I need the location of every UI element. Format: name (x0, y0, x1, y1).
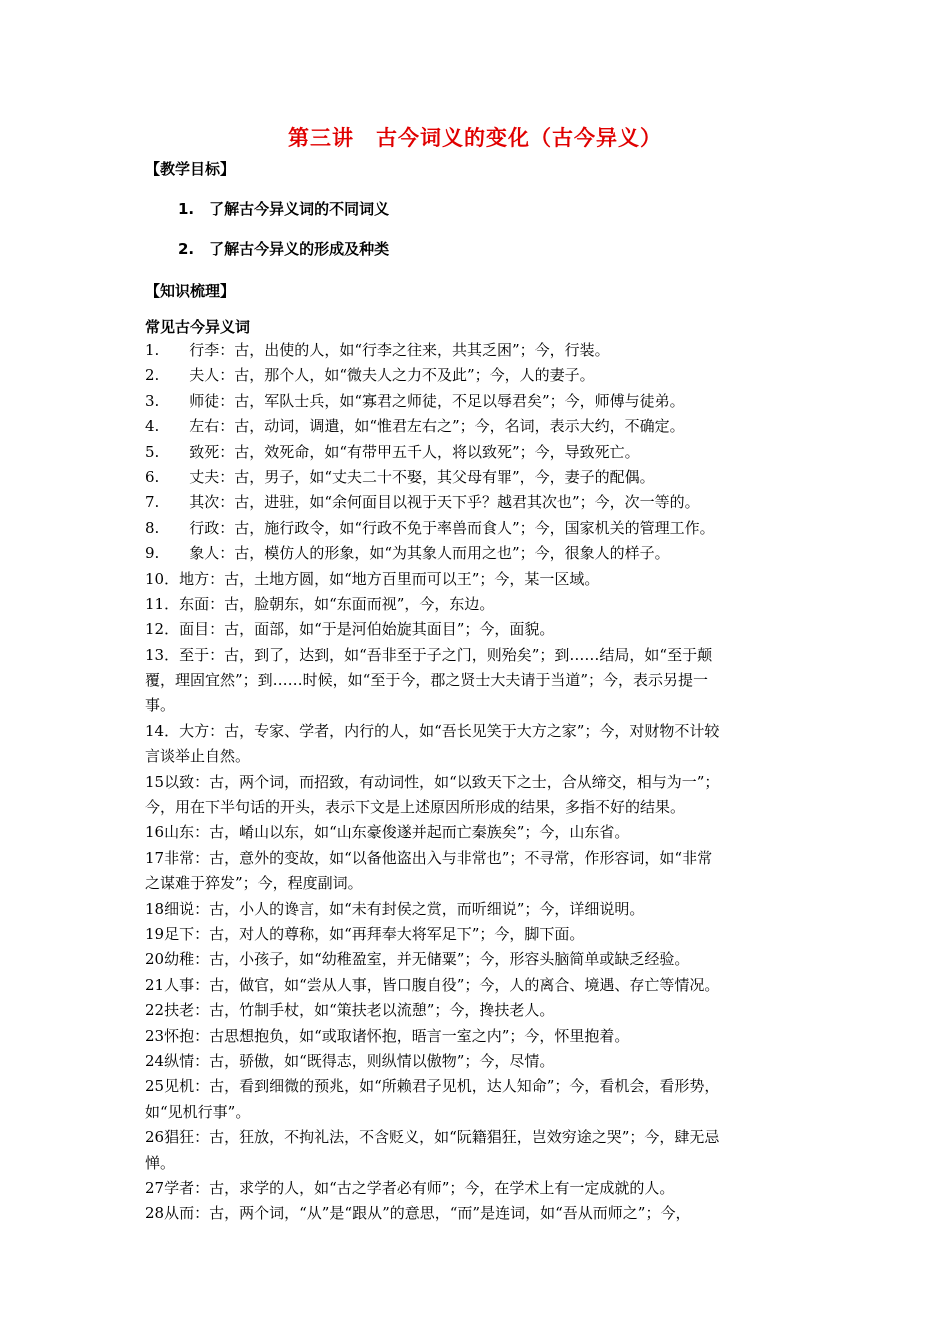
list-line: 24纵情：古，骄傲，如“既得志，则纵情以傲物”；今，尽情。 (145, 1051, 555, 1070)
list-line: 8. 行政：古，施行政令，如“行政不免于率兽而食人”；今，国家机关的管理工作。 (145, 518, 715, 537)
list-line: 言谈举止自然。 (145, 747, 251, 766)
list-line: 19足下：古，对人的尊称，如“再拜奉大将军足下”；今，脚下面。 (145, 924, 585, 943)
list-line: 10．地方：古，土地方圆，如“地方百里而可以王”；今，某一区域。 (145, 569, 600, 588)
list-line: 如“见机行事”。 (145, 1102, 251, 1121)
list-line: 今，用在下半句话的开头，表示下文是上述原因所形成的结果，多指不好的结果。 (145, 798, 686, 817)
list-line: 1. 行李：古，出使的人，如“行李之往来，共其乏困”；今，行装。 (145, 341, 610, 359)
list-line: 6. 丈夫：古，男子，如“丈夫二十不娶，其父母有罪”，今，妻子的配偶。 (145, 467, 655, 486)
list-line: 之谋难于猝发”；今，程度副词。 (145, 874, 363, 893)
subheading: 常见古今异义词 (145, 318, 251, 336)
word-list (145, 338, 810, 1227)
list-line: 惮。 (145, 1153, 176, 1172)
list-line: 4. 左右：古，动词，调遣，如“惟君左右之”；今，名词，表示大约，不确定。 (145, 417, 685, 436)
page-title: 第三讲 古今词义的变化（古今异义） (288, 126, 662, 150)
section-heading-knowledge: 【知识梳理】 (145, 282, 236, 300)
list-line: 5. 致死：古，效死命，如“有带甲五千人，将以致死”；今，导致死亡。 (145, 442, 640, 461)
list-line: 25见机：古，看到细微的预兆，如“所赖君子见机，达人知命”；今，看机会，看形势， (145, 1077, 720, 1096)
list-line: 覆，理固宜然”；到……时候，如“至于今，郡之贤士大夫请于当道”；今，表示另提一 (145, 671, 709, 690)
list-line: 14．大方：古，专家、学者，内行的人，如“吾长见笑于大方之家”；今，对财物不计较 (145, 721, 720, 740)
list-line: 17非常：古，意外的变故，如“以备他盗出入与非常也”；不寻常，作形容词，如“非常 (145, 848, 713, 867)
list-line: 20幼稚：古，小孩子，如“幼稚盈室，并无储粟”；今，形容头脑简单或缺乏经验。 (145, 950, 690, 969)
goal-item: 1. 了解古今异义词的不同词义 (178, 200, 390, 218)
list-line: 18细说：古，小人的谗言，如“未有封侯之赏，而听细说”；今，详细说明。 (145, 899, 645, 918)
section-heading-goals: 【教学目标】 (145, 160, 236, 178)
list-line: 7. 其次：古，进驻，如“余何面目以视于天下乎？越君其次也”；今，次一等的。 (145, 493, 700, 512)
list-line: 事。 (145, 696, 176, 715)
list-line: 2. 夫人：古，那个人，如“微夫人之力不及此”；今，人的妻子。 (145, 366, 595, 385)
list-line: 11．东面：古，脸朝东，如“东面而视”，今，东边。 (145, 594, 495, 613)
list-line: 26猖狂：古，狂放，不拘礼法，不含贬义，如“阮籍猖狂，岂效穷途之哭”；今，肆无忌 (145, 1128, 720, 1147)
list-line: 21人事：古，做官，如“尝从人事，皆口腹自役”；今，人的离合、境遇、存亡等情况。 (145, 975, 720, 994)
list-line: 9. 象人：古，模仿人的形象，如“为其象人而用之也”；今，很象人的样子。 (145, 544, 670, 563)
goal-item: 2. 了解古今异义的形成及种类 (178, 240, 390, 258)
list-line: 22扶老：古，竹制手杖，如“策扶老以流憩”；今，搀扶老人。 (145, 1001, 555, 1020)
list-line: 27学者：古，求学的人，如“古之学者必有师”；今，在学术上有一定成就的人。 (145, 1178, 675, 1197)
list-line: 3. 师徒：古，军队士兵，如“寡君之师徒，不足以辱君矣”；今，师傅与徒弟。 (145, 391, 685, 410)
list-line: 13．至于：古，到了，达到，如“吾非至于子之门，则殆矣”；到……结局，如“至于颠 (145, 645, 713, 664)
list-line: 15以致：古，两个词，而招致，有动词性，如“以致天下之士，合从缔交，相与为一”； (145, 772, 720, 791)
list-line: 12．面目：古，面部，如“于是河伯始旋其面目”；今，面貌。 (145, 620, 555, 639)
list-line: 23怀抱：古思想抱负，如“或取诸怀抱，晤言一室之内”；今，怀里抱着。 (145, 1026, 630, 1045)
list-line: 28从而：古，两个词，“从”是“跟从”的意思，“而”是连词，如“吾从而师之”；今， (145, 1204, 691, 1223)
list-line: 16山东：古，崤山以东，如“山东豪俊遂并起而亡秦族矣”；今，山东省。 (145, 823, 630, 842)
